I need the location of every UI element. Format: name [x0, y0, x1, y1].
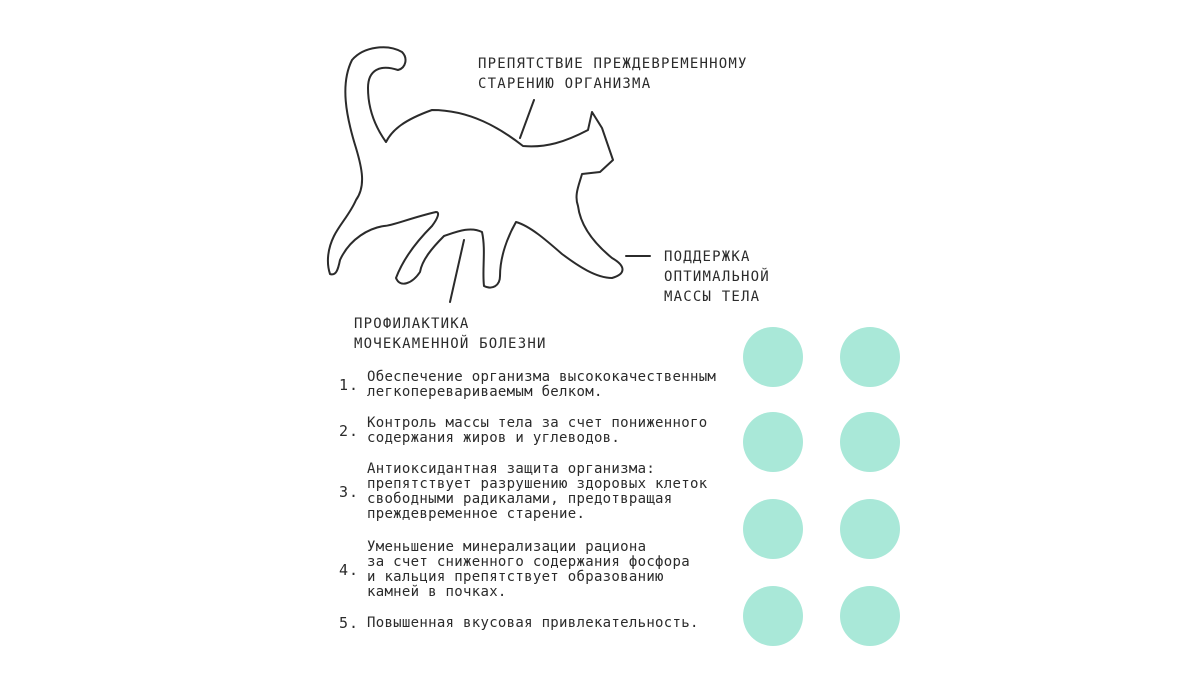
benefit-text-line: камней в почках.: [367, 584, 507, 600]
benefit-text-line: Уменьшение минерализации рациона: [367, 539, 647, 555]
benefit-item-4: [339, 540, 759, 600]
mint-dot-icon: [743, 327, 803, 387]
mint-dot-icon: [743, 499, 803, 559]
benefit-item-5: [339, 614, 759, 632]
callout-line: СТАРЕНИЮ ОРГАНИЗМА: [478, 76, 652, 92]
benefit-item-2: [339, 416, 759, 446]
callout-line: МАССЫ ТЕЛА: [664, 289, 761, 305]
callout-urolithiasis-prevention: [354, 314, 547, 354]
benefit-number: 3.: [339, 483, 360, 501]
callout-line: МОЧЕКАМЕННОЙ БОЛЕЗНИ: [354, 336, 547, 352]
mint-dot-icon: [840, 412, 900, 472]
benefit-item-1: [339, 370, 759, 400]
callout-line: ПРЕПЯТСТВИЕ ПРЕЖДЕВРЕМЕННОМУ: [478, 56, 748, 72]
benefit-text-line: свободными радикалами, предотвращая: [367, 491, 673, 507]
callout-line: ПОДДЕРЖКА: [664, 249, 751, 265]
benefit-text-line: и кальция препятствует образованию: [367, 569, 664, 585]
benefit-text: [367, 370, 716, 400]
mint-dot-icon: [840, 499, 900, 559]
benefit-text-line: Контроль массы тела за счет пониженного: [367, 415, 708, 431]
benefit-text: [367, 616, 699, 631]
benefit-text-line: Антиоксидантная защита организма:: [367, 461, 656, 477]
benefit-number: 2.: [339, 422, 360, 440]
benefit-text-line: Обеспечение организма высококачественным: [367, 369, 717, 385]
callout-line: ПРОФИЛАКТИКА: [354, 316, 470, 332]
benefit-text: [367, 462, 707, 522]
benefit-number: 1.: [339, 376, 360, 394]
mint-dot-icon: [840, 586, 900, 646]
callout-weight-support: [664, 247, 770, 307]
benefit-text-line: легкоперевариваемым белком.: [367, 384, 603, 400]
benefit-text-line: препятствует разрушению здоровых клеток: [367, 476, 708, 492]
benefit-text-line: Повышенная вкусовая привлекательность.: [367, 614, 699, 631]
benefit-text: [367, 416, 707, 446]
mint-dot-icon: [743, 412, 803, 472]
callout-line-bottom: [450, 240, 464, 302]
benefit-number: 4.: [339, 561, 360, 579]
benefit-item-3: [339, 462, 759, 522]
benefit-text-line: преждевременное старение.: [367, 506, 586, 522]
mint-dot-icon: [840, 327, 900, 387]
benefit-text-line: за счет сниженного содержания фосфора: [367, 554, 690, 570]
callout-line-top: [520, 100, 534, 138]
callout-line: ОПТИМАЛЬНОЙ: [664, 269, 770, 285]
benefit-text-line: содержания жиров и углеводов.: [367, 430, 621, 446]
benefit-number: 5.: [339, 614, 360, 632]
benefit-text: [367, 540, 690, 600]
callout-premature-aging: [478, 54, 748, 94]
mint-dot-icon: [743, 586, 803, 646]
